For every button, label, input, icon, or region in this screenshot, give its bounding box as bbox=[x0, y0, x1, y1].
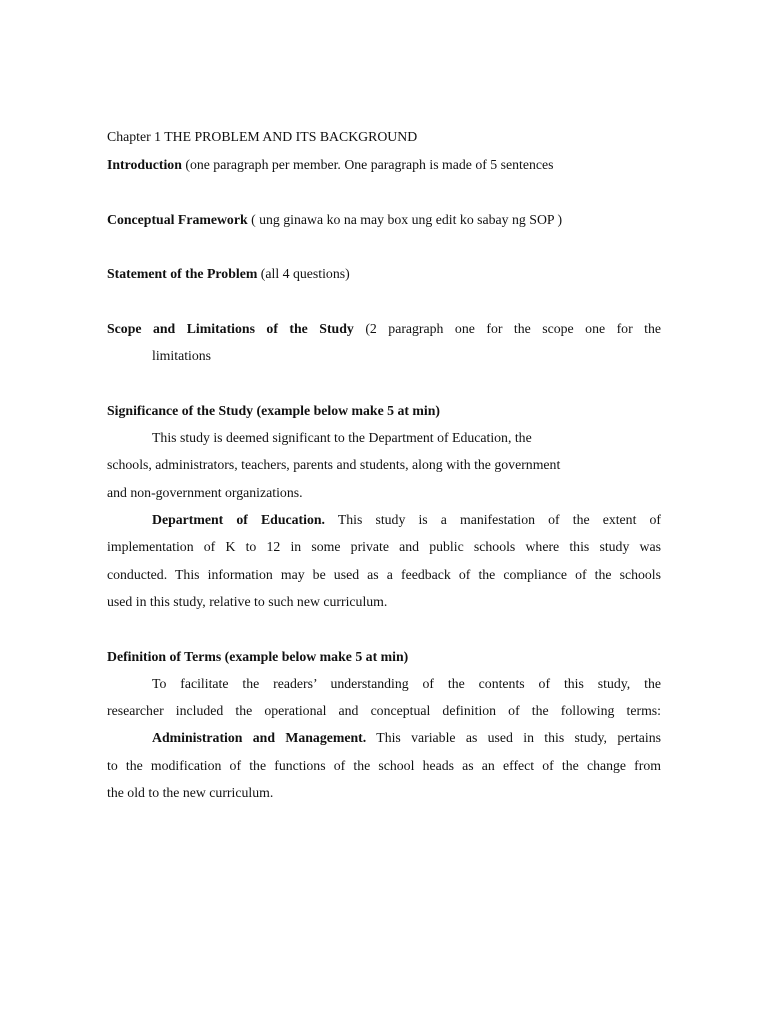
scope-heading: Scope and Limitations of the Study bbox=[107, 321, 354, 336]
scope-line-2 bbox=[107, 347, 661, 365]
significance-term: Department of Education. bbox=[152, 512, 325, 527]
definition-heading: Definition of Terms (example below make 5 at min) bbox=[107, 649, 409, 664]
definition-para-line2: to the modification of the functions of the school heads as an effect of the change from bbox=[107, 758, 661, 773]
scope-note-line2: limitations bbox=[152, 348, 212, 363]
introduction-line bbox=[107, 156, 661, 174]
significance-para-line1-rest: This study is a manifestation of the extent of bbox=[337, 512, 661, 527]
conceptual-framework-line bbox=[107, 211, 661, 229]
definition-intro-line1: To facilitate the readers’ understanding of the contents of this study, the bbox=[152, 676, 661, 691]
significance-intro-line1: This study is deemed significant to the Department of Education, the bbox=[152, 430, 532, 445]
significance-para-line4: used in this study, relative to such new curriculum. bbox=[107, 594, 388, 609]
definition-para-line1 bbox=[107, 729, 661, 747]
significance-intro-line2: schools, administrators, teachers, parents and students, along with the government bbox=[107, 457, 561, 472]
significance-para-line3: conducted. This information may be used as a feedback of the compliance of the schools bbox=[107, 567, 661, 582]
definition-intro-line2: researcher included the operational and conceptual definition of the following terms: bbox=[107, 703, 661, 718]
conceptual-framework-note: ( ung ginawa ko na may box ung edit ko sabay ng SOP ) bbox=[251, 212, 563, 227]
chapter-title-text: Chapter 1 THE PROBLEM AND ITS BACKGROUND bbox=[107, 129, 418, 144]
chapter-title bbox=[107, 128, 661, 146]
statement-of-problem-note: (all 4 questions) bbox=[260, 266, 350, 281]
significance-para-line1 bbox=[107, 511, 661, 529]
introduction-note: (one paragraph per member. One paragraph is made of 5 sentences bbox=[185, 157, 554, 172]
definition-term: Administration and Management. bbox=[152, 730, 367, 745]
scope-line bbox=[107, 320, 661, 338]
significance-intro-line3: and non-government organizations. bbox=[107, 485, 303, 500]
statement-of-problem-heading: Statement of the Problem bbox=[107, 266, 258, 281]
introduction-heading: Introduction bbox=[107, 157, 182, 172]
conceptual-framework-heading: Conceptual Framework bbox=[107, 212, 248, 227]
significance-heading: Significance of the Study (example below make 5 at min) bbox=[107, 403, 441, 418]
statement-of-problem-line bbox=[107, 265, 661, 283]
definition-para-line1-rest: This variable as used in this study, pertains bbox=[376, 730, 662, 745]
document-page bbox=[107, 0, 661, 1024]
definition-para-line3: the old to the new curriculum. bbox=[107, 785, 274, 800]
scope-note-line1: (2 paragraph one for the scope one for the bbox=[365, 321, 662, 336]
significance-para-line2: implementation of K to 12 in some private and public schools where this study was bbox=[107, 539, 661, 554]
